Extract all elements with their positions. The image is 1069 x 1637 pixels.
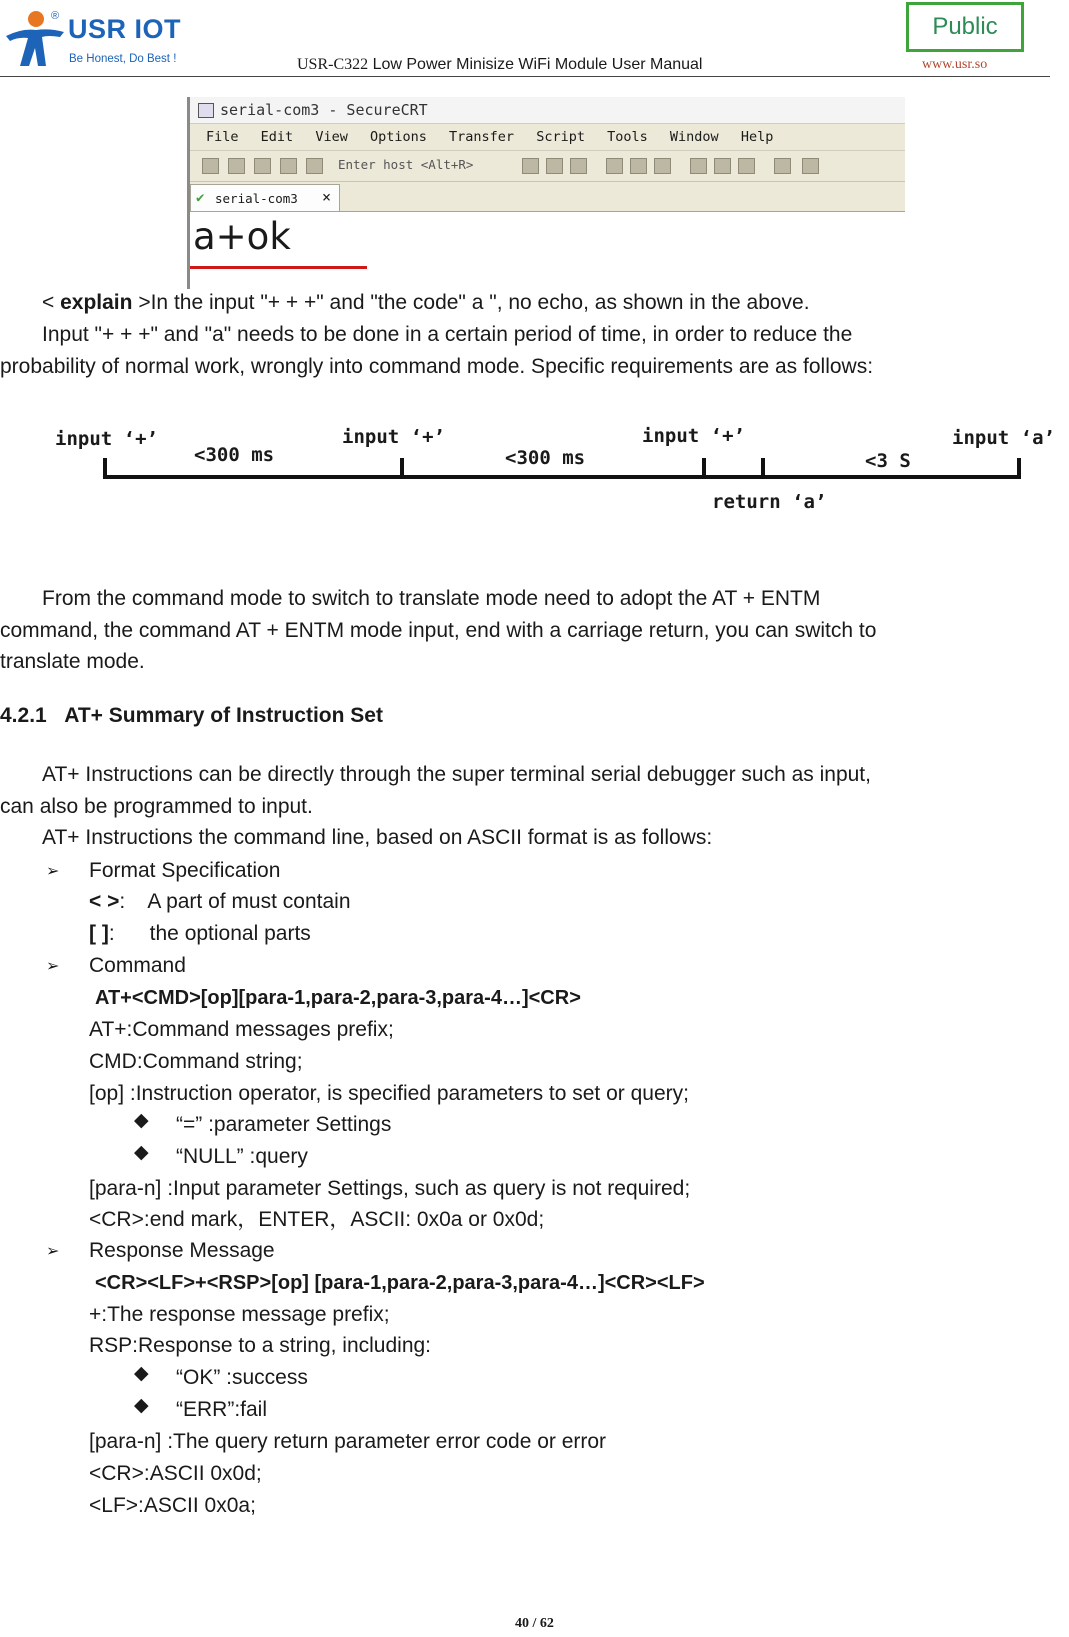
tab-connect-icon[interactable] [254, 158, 271, 174]
timing-para-line-2: probability of normal work, wrongly into command mode. Specific requirements are as follows: [0, 355, 874, 378]
entm-para-line-3: translate mode. [0, 650, 145, 673]
intro-line-2: can also be programmed to input. [0, 795, 313, 818]
intro-line-1: AT+ Instructions can be directly through the super terminal serial debugger such as input, [42, 763, 871, 786]
reconnect-icon[interactable] [280, 158, 297, 174]
bullet-diamond-icon: ◆ [134, 1110, 149, 1131]
command-op-line: [op] :Instruction operator, is specified parameters to set or query; [89, 1082, 689, 1105]
section-heading [0, 700, 383, 732]
menu-file[interactable]: File [206, 129, 239, 145]
print-setup-icon[interactable] [630, 158, 647, 174]
tab-serial-com3[interactable] [190, 184, 340, 212]
doc-title-text: Low Power Minisize WiFi Module User Manual [372, 56, 703, 73]
command-cr-line: <CR>:end mark，ENTER，ASCII: 0x0a or 0x0d; [89, 1208, 545, 1231]
tick-4 [761, 458, 765, 479]
tick-5 [1017, 458, 1021, 479]
terminal-output: a+ok [193, 215, 291, 258]
window-icon [198, 103, 214, 118]
bullet-diamond-icon: ◆ [134, 1395, 149, 1416]
logo-registered-mark: ® [51, 10, 60, 22]
menu-options[interactable]: Options [369, 129, 427, 145]
response-title: Response Message [89, 1239, 275, 1262]
bullet-arrow-icon: ➢ [46, 863, 60, 880]
intro-line-3: AT+ Instructions the command line, based on ASCII format is as follows: [42, 826, 713, 849]
explain-open: < [42, 291, 55, 314]
terminal-menu-bar [190, 124, 905, 151]
connected-check-icon: ✔ [196, 190, 205, 206]
bullet-diamond-icon: ◆ [134, 1363, 149, 1384]
diagram-input-4: input ‘a’ [952, 427, 1055, 449]
document-title [297, 56, 702, 74]
explain-keyword: explain [60, 291, 133, 314]
tab-label: serial-com3 [215, 191, 298, 206]
explain-paragraph [42, 287, 810, 319]
page-header [0, 0, 1050, 77]
bullet-diamond-icon: ◆ [134, 1142, 149, 1163]
entm-para-line-2: command, the command AT + ENTM mode input, end with a carriage return, you can switch to [0, 619, 877, 642]
calculator-icon[interactable] [802, 158, 819, 174]
terminal-output-area[interactable] [190, 211, 905, 289]
terminal-toolbar [190, 151, 905, 182]
must-key: < > [89, 890, 120, 913]
response-lf-line: <LF>:ASCII 0x0a; [89, 1494, 256, 1517]
menu-window[interactable]: Window [669, 129, 719, 145]
response-plus-line: +:The response message prefix; [89, 1303, 390, 1326]
opt-text: : the optional parts [108, 922, 311, 945]
print-icon[interactable] [606, 158, 623, 174]
response-cr-line: <CR>:ASCII 0x0d; [89, 1462, 262, 1485]
page-number: 40 / 62 [515, 1616, 554, 1631]
menu-view[interactable]: View [315, 129, 348, 145]
tick-2 [400, 458, 404, 479]
bullet-arrow-icon: ➢ [46, 1243, 60, 1260]
optional-line [89, 918, 311, 950]
format-spec-title: Format Specification [89, 859, 281, 882]
timing-para-line-1: Input "+ + +" and "a" needs to be done in a certain period of time, in order to reduce the [42, 323, 853, 346]
terminal-tab-bar [190, 182, 905, 212]
session-options-icon[interactable] [690, 158, 707, 174]
diagram-input-2: input ‘+’ [342, 426, 445, 448]
menu-edit[interactable]: Edit [260, 129, 294, 145]
logo-tagline: Be Honest, Do Best ! [69, 53, 177, 65]
disconnect-icon[interactable] [306, 158, 323, 174]
help-icon[interactable] [774, 158, 791, 174]
section-number: 4.2.1 [0, 704, 47, 727]
terminal-title: serial-com3 - SecureCRT [220, 101, 428, 119]
logo-text: USR IOT [68, 14, 182, 44]
timeline-axis [103, 475, 1021, 479]
diagram-return: return ‘a’ [712, 491, 827, 513]
keymap-icon[interactable] [738, 158, 755, 174]
header-url: www.usr.so [922, 57, 988, 72]
command-para-line: [para-n] :Input parameter Settings, such as query is not required; [89, 1177, 691, 1200]
opt-key: [ ] [89, 922, 109, 945]
copy-icon[interactable] [522, 158, 539, 174]
menu-help[interactable]: Help [740, 129, 774, 145]
diagram-input-3: input ‘+’ [642, 425, 745, 447]
response-rsp-line: RSP:Response to a string, including: [89, 1334, 432, 1357]
enter-host-input[interactable]: Enter host <Alt+R> [338, 157, 474, 172]
must-contain-line [89, 886, 351, 918]
diagram-gap-3: <3 S [865, 450, 911, 472]
command-at-line: AT+:Command messages prefix; [89, 1018, 394, 1041]
menu-tools[interactable]: Tools [607, 129, 648, 145]
command-syntax: AT+<CMD>[op][para-1,para-2,para-3,para-4…]<CR> [95, 987, 581, 1009]
terminal-title-bar [190, 97, 905, 124]
close-tab-icon[interactable]: × [321, 188, 331, 206]
diagram-gap-2: <300 ms [505, 447, 586, 469]
tick-1 [103, 458, 107, 479]
red-underline [190, 266, 367, 269]
must-text: : A part of must contain [119, 890, 351, 913]
paste-icon[interactable] [546, 158, 563, 174]
response-para-line: [para-n] :The query return parameter error code or error [89, 1430, 607, 1453]
diagram-gap-1: <300 ms [194, 444, 275, 466]
op-query-item: “NULL” :query [176, 1145, 308, 1168]
connect-icon[interactable] [202, 158, 219, 174]
bullet-arrow-icon: ➢ [46, 958, 60, 975]
log-icon[interactable] [654, 158, 671, 174]
tick-3 [702, 458, 706, 479]
diagram-input-1: input ‘+’ [55, 428, 158, 450]
response-err-item: “ERR”:fail [176, 1398, 268, 1421]
op-set-item: “=” :parameter Settings [176, 1113, 392, 1136]
global-options-icon[interactable] [714, 158, 731, 174]
entm-para-line-1: From the command mode to switch to translate mode need to adopt the AT + ENTM [42, 587, 821, 610]
menu-script[interactable]: Script [536, 129, 585, 145]
response-syntax: <CR><LF>+<RSP>[op] [para-1,para-2,para-3,para-4…]<CR><LF> [95, 1272, 705, 1294]
timing-diagram [0, 420, 1069, 550]
public-badge: Public [906, 2, 1024, 52]
command-title: Command [89, 954, 186, 977]
response-ok-item: “OK” :success [176, 1366, 308, 1389]
doc-model: USR-C322 [297, 56, 369, 73]
command-cmd-line: CMD:Command string; [89, 1050, 303, 1073]
find-icon[interactable] [570, 158, 587, 174]
menu-transfer[interactable]: Transfer [449, 129, 515, 145]
usr-iot-logo [2, 6, 202, 72]
section-title: AT+ Summary of Instruction Set [64, 704, 383, 727]
quick-connect-icon[interactable] [228, 158, 245, 174]
explain-text: >In the input "+ + +" and "the code" a ", no echo, as shown in the above. [138, 291, 810, 314]
securecrt-screenshot [187, 97, 905, 289]
